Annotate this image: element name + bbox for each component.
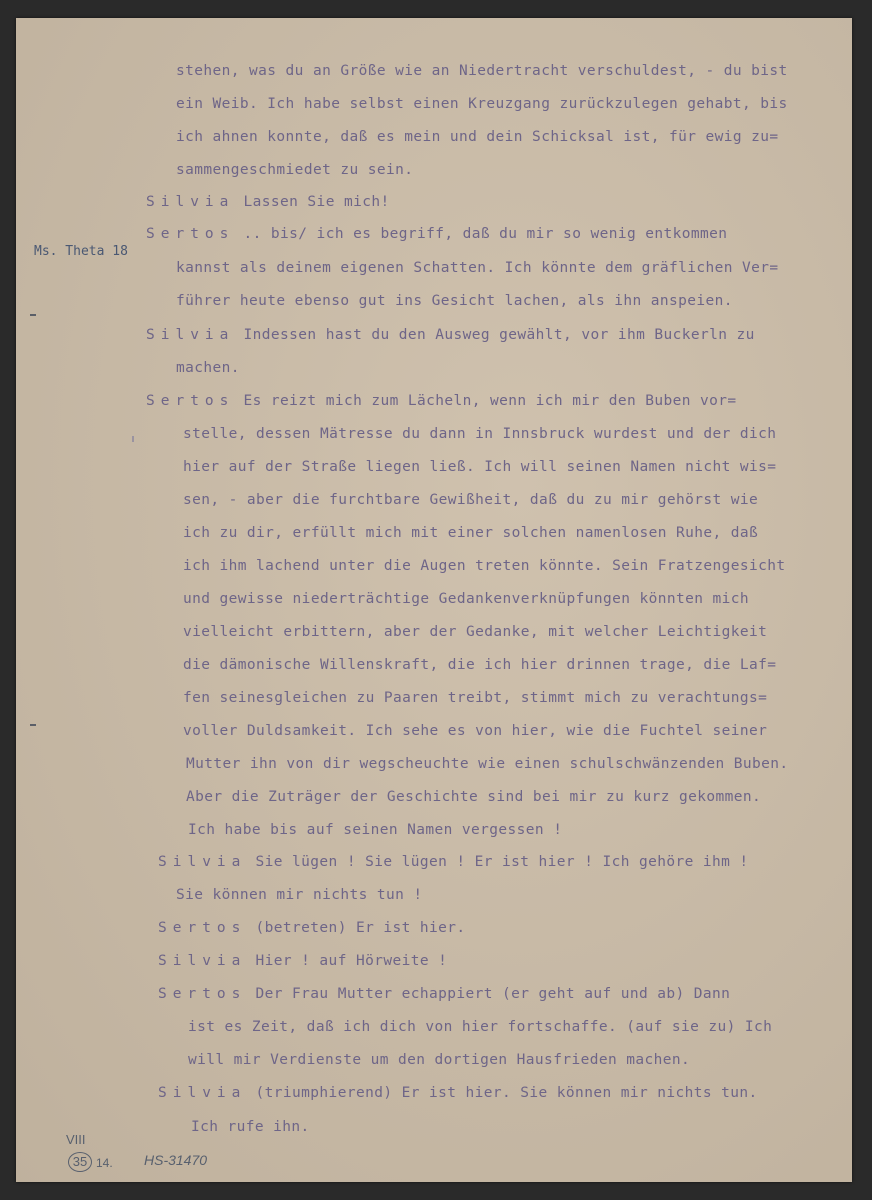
- text-line: ist es Zeit, daß ich dich von hier fortschaffe. (auf sie zu) Ich: [188, 1019, 773, 1035]
- speaker-name: Sertos: [146, 393, 235, 409]
- margin-note: Ms. Theta 18: [34, 244, 128, 259]
- text-line: ich zu dir, erfüllt mich mit einer solchen namenlosen Ruhe, daß: [183, 525, 759, 541]
- text-line: Aber die Zuträger der Geschichte sind bei mir zu kurz gekommen.: [186, 789, 762, 805]
- speaker-name: Sertos: [158, 986, 247, 1002]
- text-line: führer heute ebenso gut ins Gesicht lachen, als ihn anspeien.: [176, 293, 733, 309]
- speaker-line: Sertos Es reizt mich zum Lächeln, wenn ich mir den Buben vor=: [146, 393, 737, 409]
- speaker-name: Silvia: [146, 327, 235, 343]
- speaker-line: Sertos .. bis/ ich es begriff, daß du mir so wenig entkommen: [146, 226, 728, 242]
- roman-numeral: VIII: [66, 1132, 86, 1147]
- archive-signature: HS-31470: [144, 1152, 208, 1168]
- text-line: stelle, dessen Mätresse du dann in Innsbruck wurdest und der dich: [183, 426, 777, 442]
- margin-dash: [30, 724, 36, 726]
- speaker-name: Silvia: [158, 1085, 247, 1101]
- text-line: fen seinesgleichen zu Paaren treibt, stimmt mich zu verachtungs=: [183, 690, 768, 706]
- speaker-name: Silvia: [158, 953, 247, 969]
- margin-dot: [132, 436, 134, 442]
- text-line: Ich habe bis auf seinen Namen vergessen !: [188, 822, 563, 838]
- circled-number-text: 35: [72, 1154, 88, 1169]
- text-line: sen, - aber die furchtbare Gewißheit, daß du zu mir gehörst wie: [183, 492, 759, 508]
- text-line: hier auf der Straße liegen ließ. Ich will seinen Namen nicht wis=: [183, 459, 777, 475]
- text-line: kannst als deinem eigenen Schatten. Ich könnte dem gräflichen Ver=: [176, 260, 779, 276]
- speaker-line: Silvia Lassen Sie mich!: [146, 194, 390, 210]
- speaker-name: Silvia: [158, 854, 247, 870]
- text-line: machen.: [176, 360, 240, 376]
- speaker-name: Sertos: [146, 226, 235, 242]
- text-line: die dämonische Willenskraft, die ich hier drinnen trage, die Laf=: [183, 657, 777, 673]
- speaker-name: Silvia: [146, 194, 235, 210]
- speaker-name: Sertos: [158, 920, 247, 936]
- text-line: Mutter ihn von dir wegscheuchte wie einen schulschwänzenden Buben.: [186, 756, 789, 772]
- text-line: ich ihm lachend unter die Augen treten könnte. Sein Fratzengesicht: [183, 558, 786, 574]
- text-line: sammengeschmiedet zu sein.: [176, 162, 414, 178]
- text-line: will mir Verdienste um den dortigen Hausfrieden machen.: [188, 1052, 691, 1068]
- speaker-line: Silvia Indessen hast du den Ausweg gewählt, vor ihm Buckerln zu: [146, 327, 755, 343]
- circled-number: [68, 1152, 92, 1172]
- text-line: Sie können mir nichts tun !: [176, 887, 423, 903]
- speaker-line: Silvia Sie lügen ! Sie lügen ! Er ist hier ! Ich gehöre ihm !: [158, 854, 749, 870]
- speaker-line: Silvia (triumphierend) Er ist hier. Sie können mir nichts tun.: [158, 1085, 758, 1101]
- text-line: voller Duldsamkeit. Ich sehe es von hier, wie die Fuchtel seiner: [183, 723, 768, 739]
- margin-dash: [30, 314, 36, 316]
- text-line: vielleicht erbittern, aber der Gedanke, mit welcher Leichtigkeit: [183, 624, 768, 640]
- text-line: ein Weib. Ich habe selbst einen Kreuzgang zurückzulegen gehabt, bis: [176, 96, 788, 112]
- text-line: Ich rufe ihn.: [191, 1119, 310, 1135]
- text-line: stehen, was du an Größe wie an Niedertracht verschuldest, - du bist: [176, 63, 788, 79]
- speaker-line: Sertos (betreten) Er ist hier.: [158, 920, 466, 936]
- sub-number: 14.: [96, 1156, 113, 1170]
- text-line: ich ahnen konnte, daß es mein und dein Schicksal ist, für ewig zu=: [176, 129, 779, 145]
- text-line: und gewisse niederträchtige Gedankenverknüpfungen könnten mich: [183, 591, 750, 607]
- speaker-line: Silvia Hier ! auf Hörweite !: [158, 953, 448, 969]
- speaker-line: Sertos Der Frau Mutter echappiert (er geht auf und ab) Dann: [158, 986, 731, 1002]
- document-page: [16, 18, 852, 1182]
